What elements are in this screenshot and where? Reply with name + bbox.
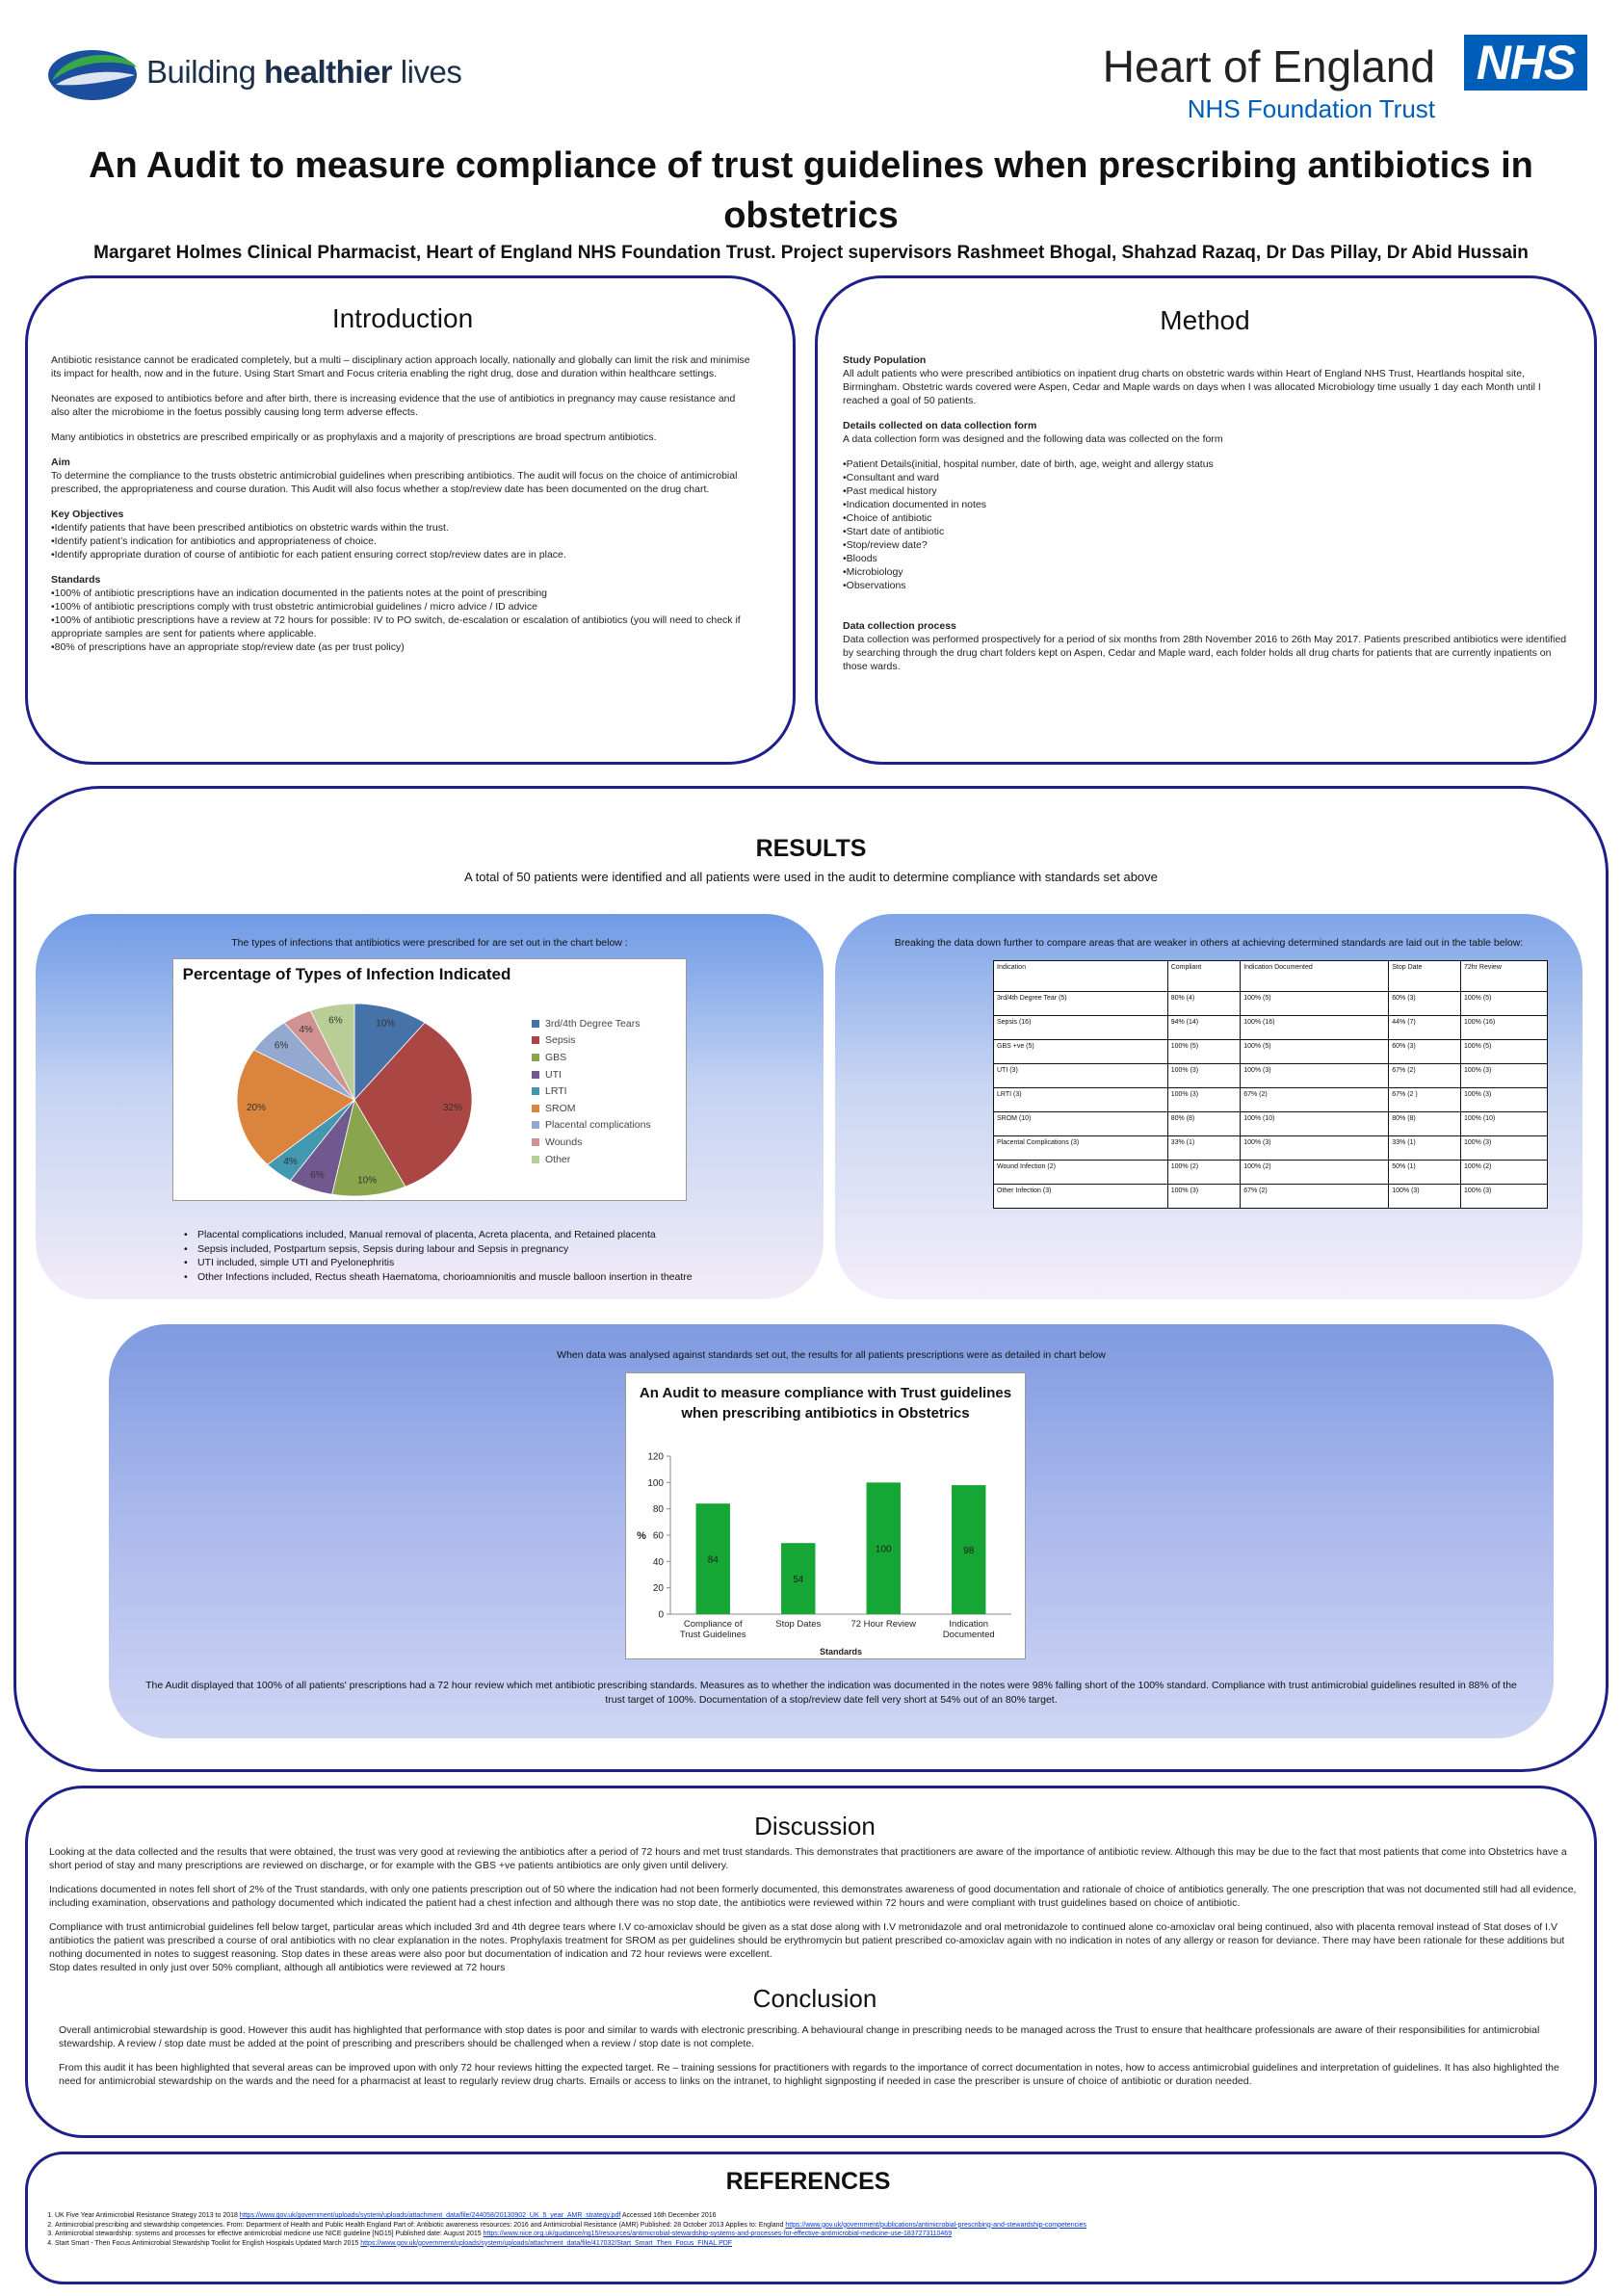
objective-item: •Identify patients that have been prescribed antibiotics on obstetric wards within the trust. <box>51 522 449 534</box>
table-cell: 60% (3) <box>1389 1040 1461 1064</box>
legend-item <box>532 1049 651 1066</box>
x-tick-label: 72 Hour Review <box>850 1619 917 1630</box>
method-body <box>843 353 1567 673</box>
table-cell: 67% (2) <box>1389 1064 1461 1088</box>
pie-data-label: 6% <box>310 1169 325 1181</box>
table-cell: 50% (1) <box>1389 1161 1461 1185</box>
table-caption: Breaking the data down further to compare areas that are weaker in others at achieving determined standards are laid out in the table below: <box>894 937 1524 949</box>
table-cell: 100% (2) <box>1167 1161 1240 1185</box>
intro-paragraph: Antibiotic resistance cannot be eradicated completely, but a multi – disciplinary action approach locally, nationally and globally can limit the risk and minimise its impact for health, now and in the future. Using Start Smart and Focus criteria enabling the right drug, dose and duration within healthcare settings. <box>51 354 750 379</box>
table-row <box>994 1136 1548 1161</box>
legend-swatch <box>532 1138 539 1146</box>
building-healthier-lives-logo <box>46 42 489 104</box>
legend-label: UTI <box>545 1068 562 1081</box>
table-cell: 100% (10) <box>1460 1112 1547 1136</box>
results-heading: RESULTS <box>755 835 867 862</box>
table-cell: 67% (2 ) <box>1389 1088 1461 1112</box>
list-item: • UTI included, simple UTI and Pyelonephritis <box>197 1256 693 1270</box>
method-item: •Stop/review date? <box>843 539 928 551</box>
table-cell: 100% (3) <box>1167 1185 1240 1209</box>
bar-value-label: 54 <box>793 1575 804 1586</box>
table-row <box>994 992 1548 1016</box>
table-cell: 100% (10) <box>1241 1112 1389 1136</box>
reference-link[interactable]: https://www.nice.org.uk/guidance/ng15/resources/antimicrobial-stewardship-systems-and-processes-for-effective-antimicrobial-medicine-use-1837273110469 <box>483 2231 953 2237</box>
reference-item: 3. Antimicrobial stewardship: systems and processes for effective antimicrobial medicine use NICE guideline [NG15] Published date: August 2015 https://www.nice.org.uk/guidance/ng15/resources/antimicrobial-stewardship-systems-and-processes-for-effective-antimicrobial-medicine-use-1837273110469 <box>55 2230 1581 2239</box>
table-cell: 80% (4) <box>1167 992 1240 1016</box>
details-text: A data collection form was designed and the following data was collected on the form <box>843 433 1223 445</box>
table-cell: 100% (16) <box>1460 1016 1547 1040</box>
pie-data-label: 6% <box>274 1040 289 1052</box>
pie-chart-title: Percentage of Types of Infection Indicated <box>182 965 511 983</box>
table-cell: 100% (16) <box>1241 1016 1389 1040</box>
y-tick-label: 0 <box>658 1609 664 1621</box>
bar-value-label: 98 <box>963 1546 975 1557</box>
table-cell: 100% (3) <box>1241 1136 1389 1161</box>
population-label: Study Population <box>843 354 927 366</box>
method-item: •Choice of antibiotic <box>843 512 932 524</box>
trust-name: Heart of England <box>1102 41 1435 91</box>
legend-label: Sepsis <box>545 1034 576 1047</box>
pie-data-label: 4% <box>283 1157 298 1167</box>
table-cell: 67% (2) <box>1241 1088 1389 1112</box>
standard-item: •80% of prescriptions have an appropriate stop/review date (as per trust policy) <box>51 641 405 653</box>
table-cell: SROM (10) <box>994 1112 1168 1136</box>
aim-text: To determine the compliance to the trusts obstetric antimicrobial guidelines when prescribing antibiotics. The audit will focus on the choice of antimicrobial prescribed, the appropriateness and course duration. This Audit will also focus whether a stop/review date has been documented on the drug chart. <box>51 470 738 495</box>
bar-value-label: 84 <box>707 1554 719 1566</box>
legend-swatch <box>532 1020 539 1028</box>
reference-item: 1. UK Five Year Antimicrobial Resistance Strategy 2013 to 2018 https://www.gov.uk/government/uploads/system/uploads/attachment_data/file/244058/20130902_UK_5_year_AMR_strategy.pdf Accessed 16th December 2016 <box>55 2211 1581 2221</box>
nhs-logo: NHS <box>1464 35 1587 91</box>
table-cell: Sepsis (16) <box>994 1016 1168 1040</box>
trust-subname: NHS Foundation Trust <box>1187 94 1435 123</box>
method-item: •Start date of antibiotic <box>843 526 945 537</box>
table-header-cell: Stop Date <box>1389 961 1461 992</box>
references-list <box>36 2211 1581 2248</box>
swoosh-logo-icon <box>46 42 143 104</box>
conclusion-body <box>49 2023 1581 2088</box>
table-cell: 100% (3) <box>1460 1136 1547 1161</box>
intro-paragraph: Neonates are exposed to antibiotics before and after birth, there is increasing evidence that the use of antibiotics in pregnancy may cause resistance and also alter the microbiome in the foetus possibly causing long term adverse effects. <box>51 393 736 418</box>
reference-item: 4. Start Smart - Then Focus Antimicrobial Stewardship Toolkit for English Hospitals Updated March 2015 https://www.gov.uk/government/uploads/system/uploads/attachment_data/file/417032/Start_Smart_Then_Focus_FINAL.PDF <box>55 2239 1581 2249</box>
reference-link[interactable]: https://www.gov.uk/government/publications/antimicrobial-prescribing-and-stewardship-competencies <box>785 2221 1087 2229</box>
table-cell: 100% (5) <box>1241 1040 1389 1064</box>
legend-item <box>532 1066 651 1083</box>
table-cell: 100% (5) <box>1460 992 1547 1016</box>
infection-pie-chart <box>172 958 687 1201</box>
discussion-body <box>49 1845 1581 1974</box>
standard-item: •100% of antibiotic prescriptions comply with trust obstetric antimicrobial guidelines / micro advice / ID advice <box>51 601 537 613</box>
compliance-chart-panel <box>109 1324 1554 1738</box>
process-text: Data collection was performed prospectively for a period of six months from 28th November 2016 to 26th May 2017. Patients prescribed antibiotics were identified by searching through the drug chart folders kept on Aspen, Cedar and Maple ward, each folder holds all drug charts for patients that are currently inpatients on those wards. <box>843 634 1567 672</box>
table-cell: 44% (7) <box>1389 1016 1461 1040</box>
introduction-body <box>51 353 754 654</box>
list-item: • Other Infections included, Rectus sheath Haematoma, chorioamnionitis and muscle balloon insertion in theatre <box>197 1270 693 1285</box>
standard-item: •100% of antibiotic prescriptions have an indication documented in the patients notes at the point of prescribing <box>51 587 547 599</box>
list-item: • Sepsis included, Postpartum sepsis, Sepsis during labour and Sepsis in pregnancy <box>197 1242 693 1257</box>
table-cell: 100% (2) <box>1241 1161 1389 1185</box>
y-tick-label: 40 <box>652 1556 664 1568</box>
compliance-bar-chart <box>625 1372 1026 1659</box>
x-tick-label: Indication Documented <box>942 1619 995 1640</box>
legend-label: 3rd/4th Degree Tears <box>545 1017 641 1030</box>
references-panel <box>25 2152 1597 2284</box>
reference-link[interactable]: https://www.gov.uk/government/uploads/system/uploads/attachment_data/file/417032/Start_Smart_Then_Focus_FINAL.PDF <box>360 2239 733 2247</box>
infection-types-panel <box>36 914 824 1299</box>
legend-swatch <box>532 1054 539 1061</box>
method-item: •Observations <box>843 580 906 591</box>
table-cell: 100% (2) <box>1460 1161 1547 1185</box>
discussion-paragraph: Compliance with trust antimicrobial guidelines fell below target, particular areas which included 3rd and 4th degree tears where I.V co-amoxiclav should be given as a stat dose along with I.V metronidazole and oral metronidazole to continued alone co-amoxiclav oral being continued, also with placenta removal instead of Stat doses of I.V antibiotics the patient was prescribed a course of oral antibiotics with no clear explanation in the notes. Prophylaxis treatment for SROM as per guidelines should be erythromycin but patient prescribed co-amoxiclav again with no indication in notes of any allergy or reason for deviance. There may have been rationale for these additions but nothing documented in notes to suggest reasoning. Stop dates in these areas were also poor but documentation of indication and 72 hour reviews were excellent. <box>49 1921 1565 1960</box>
method-item: •Microbiology <box>843 566 903 578</box>
legend-swatch <box>532 1036 539 1044</box>
y-axis-label: % <box>637 1530 646 1542</box>
table-cell: 100% (3) <box>1241 1064 1389 1088</box>
x-axis-label: Standards <box>819 1647 863 1657</box>
y-tick-label: 60 <box>652 1530 664 1542</box>
bar-caption: When data was analysed against standards set out, the results for all patients prescriptions were as detailed in chart below <box>557 1349 1106 1361</box>
pie-data-label: 6% <box>328 1015 343 1027</box>
legend-label: Placental complications <box>545 1119 651 1132</box>
legend-item <box>532 1083 651 1100</box>
conclusion-heading: Conclusion <box>752 1984 877 2013</box>
results-intro: A total of 50 patients were identified and all patients were used in the audit to determine compliance with standards set above <box>464 870 1158 884</box>
table-header-cell: Compliant <box>1167 961 1240 992</box>
table-cell: 67% (2) <box>1241 1185 1389 1209</box>
table-cell: UTI (3) <box>994 1064 1168 1088</box>
table-cell: 100% (3) <box>1167 1064 1240 1088</box>
legend-swatch <box>532 1105 539 1112</box>
introduction-heading: Introduction <box>331 303 474 333</box>
conclusion-paragraph: From this audit it has been highlighted that several areas can be improved upon with only 72 hour reviews hitting the expected target. Re – training sessions for practitioners with regards to the importance of correct documentation in notes, how to access antimicrobial guidelines and interpretation of guidelines. It has also highlighted the need for antimicrobial stewardship on the wards and the need for a pharmacist at least to regularly review drug charts. Emails or access to links on the intranet, to highlight signposting if needed in case the prescriber is unsure of choice of antibiotic or duration needed. <box>59 2062 1559 2087</box>
table-row <box>994 1040 1548 1064</box>
table-cell: 33% (1) <box>1167 1136 1240 1161</box>
legend-item <box>532 1100 651 1117</box>
legend-label: SROM <box>545 1102 576 1114</box>
table-cell: 100% (5) <box>1167 1040 1240 1064</box>
pie-data-label: 20% <box>246 1103 267 1114</box>
table-cell: Placental Complications (3) <box>994 1136 1168 1161</box>
details-label: Details collected on data collection form <box>843 420 1037 431</box>
poster-authors: Margaret Holmes Clinical Pharmacist, Heart of England NHS Foundation Trust. Project supervisors Rashmeet Bhogal, Shahzad Razaq, Dr Das Pillay, Dr Abid Hussain <box>93 243 1529 263</box>
process-label: Data collection process <box>843 620 956 632</box>
logo-tagline: Building healthier lives <box>146 54 462 90</box>
method-item: •Bloods <box>843 553 877 564</box>
objective-item: •Identify patient’s indication for antibiotics and appropriateness of choice. <box>51 535 377 547</box>
table-cell: 80% (8) <box>1389 1112 1461 1136</box>
results-panel <box>13 786 1609 1772</box>
poster-title: An Audit to measure compliance of trust guidelines when prescribing antibiotics in obstetrics <box>89 145 1533 236</box>
breakdown-table-panel <box>835 914 1583 1299</box>
table-cell: 80% (8) <box>1167 1112 1240 1136</box>
table-cell: 100% (3) <box>1389 1185 1461 1209</box>
y-tick-label: 20 <box>652 1583 664 1595</box>
legend-swatch <box>532 1121 539 1129</box>
method-item: •Consultant and ward <box>843 472 939 483</box>
table-row <box>994 1064 1548 1088</box>
pie-data-label: 10% <box>376 1018 396 1030</box>
table-cell: 100% (5) <box>1241 992 1389 1016</box>
table-cell: Other Infection (3) <box>994 1185 1168 1209</box>
table-cell: 100% (5) <box>1460 1040 1547 1064</box>
table-cell: 100% (3) <box>1167 1088 1240 1112</box>
references-heading: REFERENCES <box>725 2168 891 2195</box>
discussion-heading: Discussion <box>754 1812 876 1840</box>
bar-chart-svg <box>626 1373 1027 1660</box>
legend-label: Other <box>545 1153 571 1165</box>
table-row <box>994 1185 1548 1209</box>
pie-legend <box>532 1015 651 1167</box>
table-cell: Wound Infection (2) <box>994 1161 1168 1185</box>
table-cell: 100% (3) <box>1460 1064 1547 1088</box>
infection-notes-list <box>197 1228 693 1284</box>
legend-item <box>532 1015 651 1032</box>
table-row <box>994 1088 1548 1112</box>
pie-data-label: 10% <box>357 1175 378 1187</box>
legend-item <box>532 1117 651 1135</box>
legend-item <box>532 1032 651 1050</box>
y-tick-label: 80 <box>652 1504 664 1516</box>
table-cell: GBS +ve (5) <box>994 1040 1168 1064</box>
y-tick-label: 100 <box>647 1477 664 1489</box>
method-item: •Indication documented in notes <box>843 499 987 510</box>
x-tick-label: Stop Dates <box>775 1619 822 1630</box>
discussion-panel <box>25 1786 1597 2138</box>
intro-paragraph: Many antibiotics in obstetrics are prescribed empirically or as prophylaxis and a majority of prescriptions are broad spectrum antibiotics. <box>51 431 657 443</box>
introduction-panel <box>25 275 796 765</box>
legend-label: Wounds <box>545 1135 583 1148</box>
legend-item <box>532 1151 651 1168</box>
reference-item: 2. Antimicrobial prescribing and stewardship competencies. From: Department of Health and Public Health England Part of: Antibiotic awareness resources: 2016 and Antimicrobial Resistance (AMR) Published: 28 October 2013 Applies to: England https://www.gov.uk/government/publications/antimicrobial-prescribing-and-stewardship-competencies <box>55 2221 1581 2231</box>
conclusion-paragraph: Overall antimicrobial stewardship is good. However this audit has highlighted that performance with stop dates is poor and similar to wards with electronic prescribing. A behavioural change in prescribing needs to be managed across the Trust to ensure that healthcare professionals are aware of their responsibilities for antimicrobial stewardship. A review / stop date must be added at the point of prescribing and prescribers should be challenged when a review / stop date is not complete. <box>59 2024 1540 2049</box>
legend-swatch <box>532 1087 539 1095</box>
method-item: •Patient Details(initial, hospital number, date of birth, age, weight and allergy status <box>843 458 1214 470</box>
infection-caption: The types of infections that antibiotics were prescribed for are set out in the chart below : <box>231 937 628 949</box>
x-tick-label: Compliance of Trust Guidelines <box>679 1619 746 1640</box>
legend-label: LRTI <box>545 1085 567 1098</box>
population-text: All adult patients who were prescribed antibiotics on inpatient drug charts on obstetric wards within Heart of England NHS Trust, Heartlands hospital site, Birmingham. Obstetric wards covered were Aspen, Cedar and Maple wards on days when I was allocated Microbiology time usually 1 day each Month until I reached a goal of 50 patients. <box>843 368 1541 406</box>
table-cell: 100% (3) <box>1460 1088 1547 1112</box>
aim-label: Aim <box>51 457 70 468</box>
y-tick-label: 120 <box>647 1451 664 1463</box>
trust-logo <box>1086 31 1587 127</box>
discussion-paragraph: Looking at the data collected and the results that were obtained, the trust was very good at reviewing the antibiotics after a period of 72 hours and met trust standards. This demonstrates that practitioners are aware of the importance of antibiotic review. Although this may be due to the fact that most patients that come into Obstetrics have a short period of stay and many prescriptions are reviewed on discharge, or for example with the GBS +ve patients antibiotics are only given until delivery. <box>49 1846 1567 1871</box>
table-header-cell: 72hr Review <box>1460 961 1547 992</box>
table-cell: 100% (3) <box>1460 1185 1547 1209</box>
table-header-row <box>994 961 1548 992</box>
reference-link[interactable]: https://www.gov.uk/government/uploads/system/uploads/attachment_data/file/244058/20130902_UK_5_year_AMR_strategy.pdf <box>239 2212 621 2219</box>
table-row <box>994 1016 1548 1040</box>
discussion-paragraph: Stop dates resulted in only just over 50% compliant, although all antibiotics were reviewed at 72 hours <box>49 1962 506 1973</box>
table-row <box>994 1161 1548 1185</box>
bar-value-label: 100 <box>875 1544 892 1555</box>
objective-item: •Identify appropriate duration of course of antibiotic for each patient ensuring correct stop/review dates are in place. <box>51 549 566 561</box>
legend-swatch <box>532 1071 539 1079</box>
table-cell: 3rd/4th Degree Tear (5) <box>994 992 1168 1016</box>
legend-label: GBS <box>545 1051 567 1063</box>
pie-data-label: 32% <box>442 1103 463 1114</box>
method-panel <box>815 275 1597 765</box>
table-row <box>994 1112 1548 1136</box>
table-header-cell: Indication Documented <box>1241 961 1389 992</box>
legend-swatch <box>532 1156 539 1163</box>
discussion-paragraph: Indications documented in notes fell short of 2% of the Trust standards, with only one patients prescription out of 50 where the indication had not been formerly documented, this demonstrates awareness of good documentation and rationale of choice of antibiotics generally. The one prescription that was not documented still had all evidence, including examination, observations and pathology documented which indicated the patient had a chest infection and although there was no stop date, the antibiotics were reviewed within 72 hours and were compliant with trust guidelines based on choice of antibiotic. <box>49 1884 1577 1909</box>
list-item: • Placental complications included, Manual removal of placenta, Acreta placenta, and Retained placenta <box>197 1228 693 1242</box>
table-cell: 94% (14) <box>1167 1016 1240 1040</box>
table-cell: LRTI (3) <box>994 1088 1168 1112</box>
method-item: •Past medical history <box>843 485 937 497</box>
standard-item: •100% of antibiotic prescriptions have a review at 72 hours for possible: IV to PO switch, de-escalation or escalation of antibiotics (you will need to check if appropriate samples are sent for patients where applicable. <box>51 614 741 639</box>
table-header-cell: Indication <box>994 961 1168 992</box>
bar-chart-title: An Audit to measure compliance with Trust guidelines when prescribing antibiotics in Obstetrics <box>639 1385 1012 1422</box>
pie-data-label: 4% <box>299 1024 313 1035</box>
breakdown-table <box>993 960 1548 1209</box>
results-summary: The Audit displayed that 100% of all patients' prescriptions had a 72 hour review which met antibiotic prescribing standards. Measures as to whether the indication was documented in the notes were 98% falling short of the 100% standard. Compliance with trust antimicrobial guidelines resulted in 88% of the trust target of 100%. Documentation of a stop/review date fell very short at 54% out of an 80% target. <box>145 1680 1517 1706</box>
legend-item <box>532 1134 651 1151</box>
table-cell: 33% (1) <box>1389 1136 1461 1161</box>
standards-label: Standards <box>51 574 101 586</box>
method-heading: Method <box>1160 305 1250 335</box>
objectives-label: Key Objectives <box>51 509 124 520</box>
table-cell: 60% (3) <box>1389 992 1461 1016</box>
